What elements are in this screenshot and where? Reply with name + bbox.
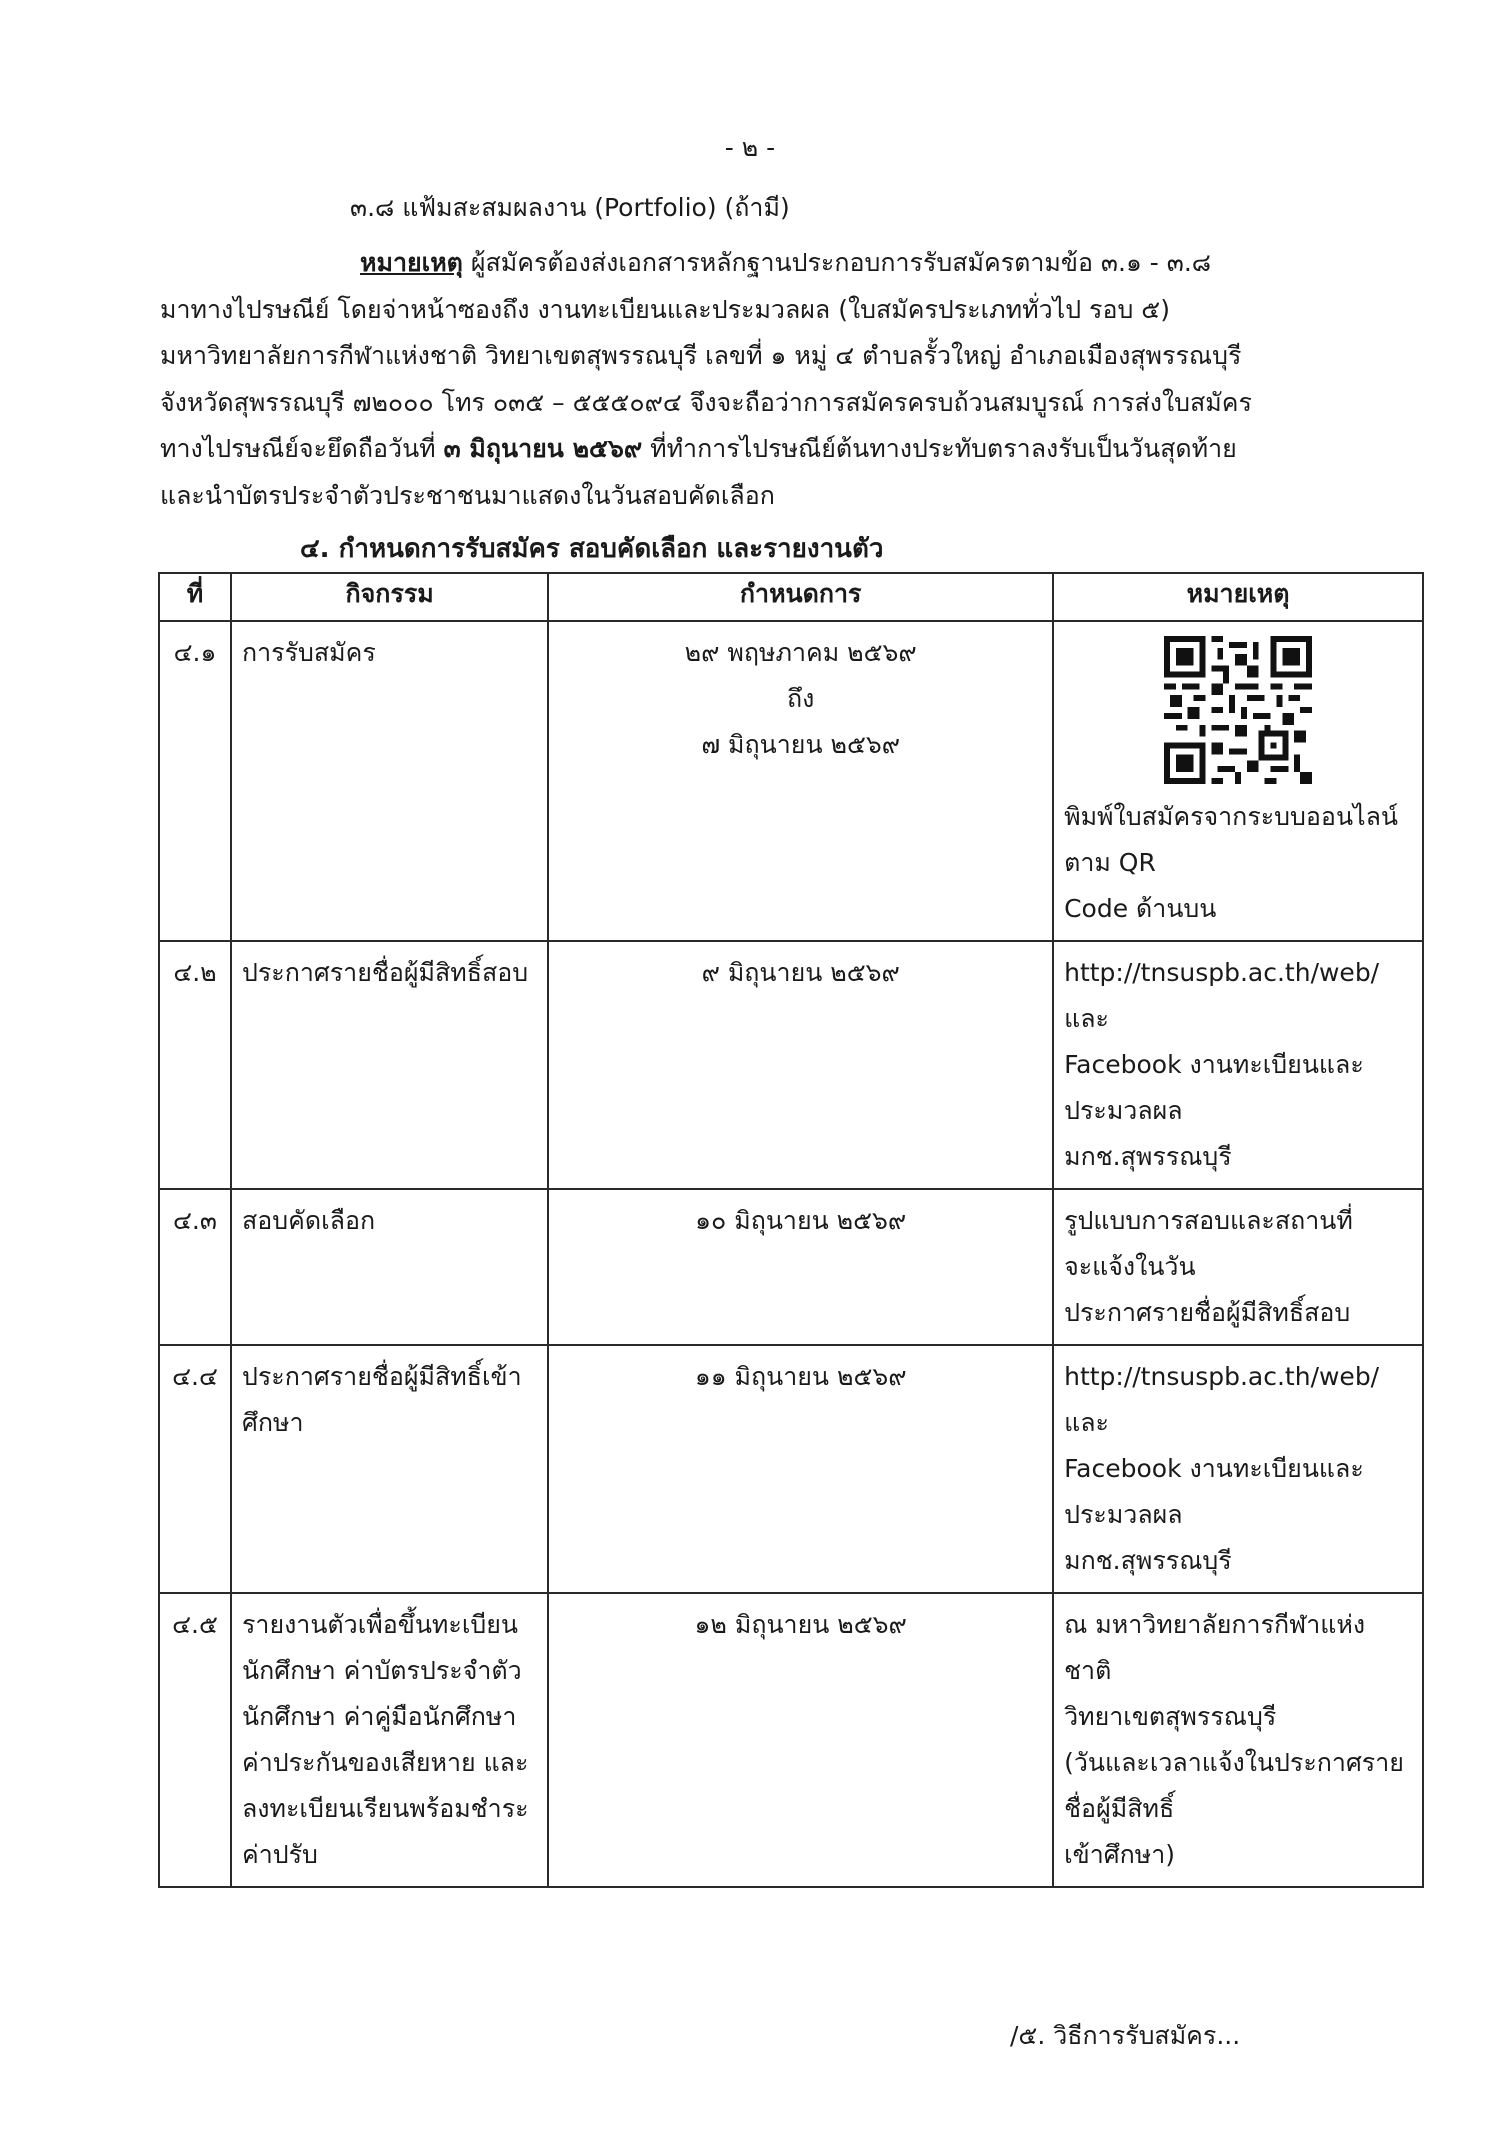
header-remark: หมายเหตุ — [1053, 573, 1423, 621]
table-row — [159, 941, 1423, 1189]
remark-line: เข้าศึกษา) — [1064, 1840, 1176, 1869]
remark-line: พิมพ์ใบสมัครจากระบบออนไลน์ตาม QR — [1064, 802, 1399, 877]
remark-line: รูปแบบการสอบและสถานที่จะแจ้งในวัน — [1064, 1206, 1353, 1281]
date-line: ๑๒ มิถุนายน ๒๕๖๙ — [694, 1610, 907, 1639]
note-line-4: จังหวัดสุพรรณบุรี ๗๒๐๐๐ โทร ๐๓๕ – ๕๕๕๐๙๔ จึงจะถือว่าการสมัครครบถ้วนสมบูรณ์ การส่งใบสมัคร — [160, 387, 1252, 417]
note-line-6: และนำบัตรประจำตัวประชาชนมาแสดงในวันสอบคัดเลือก — [160, 480, 775, 510]
header-schedule: กำหนดการ — [548, 573, 1053, 621]
note-line-5 — [160, 426, 1380, 473]
table-row — [159, 1345, 1423, 1593]
remark-line: วิทยาเขตสุพรรณบุรี — [1064, 1702, 1277, 1731]
date-line: ๑๑ มิถุนายน ๒๕๖๙ — [694, 1362, 907, 1391]
note-line-5-post: ที่ทำการไปรษณีย์ต้นทางประทับตราลงรับเป็นวันสุดท้าย — [642, 434, 1237, 463]
row-remark — [1053, 941, 1423, 1189]
note-line-1-text: ผู้สมัครต้องส่งเอกสารหลักฐานประกอบการรับสมัครตามข้อ ๓.๑ - ๓.๘ — [462, 248, 1212, 277]
continuation-footer: /๕. วิธีการรับสมัคร... — [1010, 2021, 1241, 2050]
row-date — [548, 1593, 1053, 1887]
row-number: ๔.๑ — [159, 621, 231, 941]
table-header-row — [159, 573, 1423, 621]
remark-line: Facebook งานทะเบียนและประมวลผล — [1064, 1454, 1364, 1529]
section-title: ๔. กำหนดการรับสมัคร สอบคัดเลือก และรายงานตัว — [300, 534, 884, 564]
row-number: ๔.๒ — [159, 941, 231, 1189]
page-number: - ๒ - — [724, 133, 776, 162]
remark-line: http://tnsuspb.ac.th/web/ และ — [1064, 1362, 1380, 1437]
remark-line: http://tnsuspb.ac.th/web/ และ — [1064, 958, 1380, 1033]
note-paragraph — [160, 240, 1380, 519]
date-line: ๗ มิถุนายน ๒๕๖๙ — [701, 730, 901, 759]
row-number: ๔.๓ — [159, 1189, 231, 1345]
note-line-1 — [160, 240, 1380, 287]
note-line-5-pre: ทางไปรษณีย์จะยึดถือวันที่ — [160, 434, 444, 463]
row-activity: สอบคัดเลือก — [231, 1189, 548, 1345]
remark-line: ประกาศรายชื่อผู้มีสิทธิ์สอบ — [1064, 1298, 1351, 1327]
row-date — [548, 621, 1053, 941]
row-number: ๔.๕ — [159, 1593, 231, 1887]
remark-line: (วันและเวลาแจ้งในประกาศรายชื่อผู้มีสิทธิ์ — [1064, 1748, 1404, 1823]
table-row — [159, 621, 1423, 941]
row-remark — [1053, 621, 1423, 941]
deadline-date: ๓ มิถุนายน ๒๕๖๙ — [443, 434, 643, 463]
note-label: หมายเหตุ — [360, 248, 463, 277]
row-date — [548, 1189, 1053, 1345]
remark-line: มกช.สุพรรณบุรี — [1064, 1546, 1232, 1575]
row-date — [548, 1345, 1053, 1593]
remark-line: มกช.สุพรรณบุรี — [1064, 1142, 1232, 1171]
row-activity: ประกาศรายชื่อผู้มีสิทธิ์เข้าศึกษา — [231, 1345, 548, 1593]
note-line-3: มหาวิทยาลัยการกีฬาแห่งชาติ วิทยาเขตสุพรรณบุรี เลขที่ ๑ หมู่ ๔ ตำบลรั้วใหญ่ อำเภอเมืองสุพรรณบุรี — [160, 341, 1242, 370]
remark-line: Code ด้านบน — [1064, 894, 1217, 923]
row-activity: การรับสมัคร — [231, 621, 548, 941]
table-row — [159, 1189, 1423, 1345]
date-line: ๑๐ มิถุนายน ๒๕๖๙ — [695, 1206, 907, 1235]
table-row — [159, 1593, 1423, 1887]
date-line: ๙ มิถุนายน ๒๕๖๙ — [701, 958, 900, 987]
date-line: ๒๙ พฤษภาคม ๒๕๖๙ — [684, 638, 917, 667]
remark-line: ณ มหาวิทยาลัยการกีฬาแห่งชาติ — [1064, 1610, 1366, 1685]
row-activity: รายงานตัวเพื่อขึ้นทะเบียนนักศึกษา ค่าบัตรประจำตัวนักศึกษา ค่าคู่มือนักศึกษา ค่าประกันของเสียหาย และลงทะเบียนเรียนพร้อมชำระค่าปรับ — [231, 1593, 548, 1887]
row-date — [548, 941, 1053, 1189]
header-number: ที่ — [159, 573, 231, 621]
date-line: ถึง — [787, 684, 815, 713]
row-number: ๔.๔ — [159, 1345, 231, 1593]
schedule-table — [158, 572, 1424, 1888]
header-activity: กิจกรรม — [231, 573, 548, 621]
row-remark — [1053, 1345, 1423, 1593]
item-3-8-portfolio: ๓.๘ แฟ้มสะสมผลงาน (Portfolio) (ถ้ามี) — [350, 193, 790, 222]
row-remark — [1053, 1593, 1423, 1887]
qr-code-icon — [1164, 636, 1312, 784]
row-activity: ประกาศรายชื่อผู้มีสิทธิ์สอบ — [231, 941, 548, 1189]
note-line-2: มาทางไปรษณีย์ โดยจ่าหน้าซองถึง งานทะเบียนและประมวลผล (ใบสมัครประเภททั่วไป รอบ ๕) — [160, 294, 1170, 324]
row-remark — [1053, 1189, 1423, 1345]
remark-line: Facebook งานทะเบียนและประมวลผล — [1064, 1050, 1364, 1125]
